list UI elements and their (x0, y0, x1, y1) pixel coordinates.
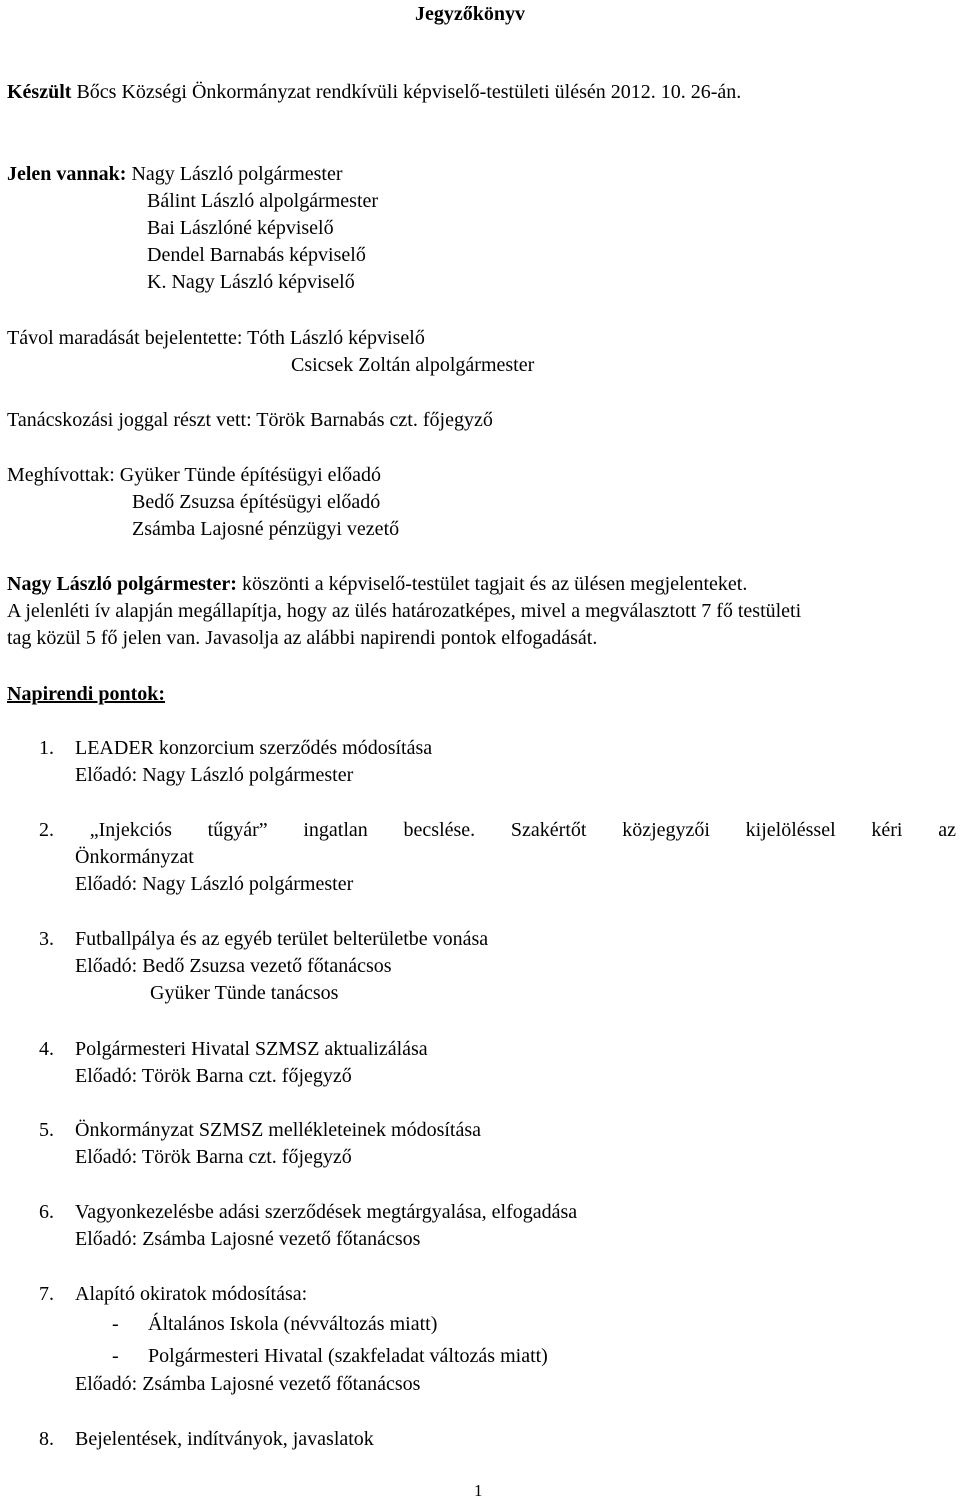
advisory-line (7, 408, 493, 432)
agenda-word: becslése. (403, 819, 476, 841)
agenda-heading: Napirendi pontok: (7, 683, 166, 705)
present-name: Bai Lászlóné képviselő (147, 217, 334, 239)
agenda-item-title: Alapító okiratok módosítása: (75, 1283, 308, 1305)
agenda-item-title: Önkormányzat SZMSZ mellékleteinek módosítása (75, 1119, 482, 1141)
mayor-speech-line-3: tag közül 5 fő jelen van. Javasolja az alábbi napirendi pontok elfogadását. (7, 627, 598, 649)
advisory-name: Török Barnabás czt. főjegyző (256, 409, 493, 431)
agenda-item-presenter: Előadó: Zsámba Lajosné vezető főtanácsos (75, 1373, 421, 1395)
agenda-subitem: Polgármesteri Hivatal (szakfeladat változás miatt) (148, 1345, 548, 1367)
present-name: K. Nagy László képviselő (147, 271, 355, 293)
advisory-label: Tanácskozási joggal részt vett: (7, 409, 252, 431)
bullet-dash: - (112, 1345, 119, 1367)
intro-label: Készült (7, 81, 72, 103)
absent-label: Távol maradását bejelentette: (7, 327, 243, 349)
agenda-word: „Injekciós (89, 819, 172, 841)
agenda-item-2-first-line (39, 818, 956, 842)
bullet-dash: - (112, 1313, 119, 1335)
agenda-item-presenter: Gyüker Tünde tanácsos (150, 982, 339, 1004)
agenda-item-number: 7. (39, 1283, 54, 1305)
agenda-item-number: 6. (39, 1201, 54, 1223)
agenda-word: kéri (871, 819, 903, 841)
agenda-item-title: LEADER konzorcium szerződés módosítása (75, 737, 433, 759)
present-label: Jelen vannak: (7, 163, 127, 185)
agenda-item-title: Bejelentések, indítványok, javaslatok (75, 1428, 374, 1450)
absent-name: Tóth László képviselő (247, 327, 425, 349)
invited-line (7, 463, 381, 487)
absent-name: Csicsek Zoltán alpolgármester (291, 354, 535, 376)
mayor-speech-line-1 (7, 572, 747, 596)
agenda-word: tűgyár” (207, 819, 268, 841)
agenda-word: közjegyzői (622, 819, 710, 841)
agenda-subitem: Általános Iskola (névváltozás miatt) (148, 1313, 438, 1335)
agenda-item-presenter: Előadó: Nagy László polgármester (75, 764, 354, 786)
page-number: 1 (474, 1481, 483, 1500)
agenda-item-number: 3. (39, 928, 54, 950)
agenda-item-presenter: Előadó: Nagy László polgármester (75, 873, 354, 895)
mayor-speech-speaker: Nagy László polgármester: (7, 573, 237, 595)
agenda-item-number: 5. (39, 1119, 54, 1141)
agenda-word: az (938, 819, 956, 841)
agenda-word: ingatlan (303, 819, 368, 841)
invited-name: Zsámba Lajosné pénzügyi vezető (132, 518, 400, 540)
agenda-item-title: Futballpálya és az egyéb terület belterületbe vonása (75, 928, 489, 950)
agenda-item-number: 1. (39, 737, 54, 759)
document-title: Jegyzőkönyv (415, 3, 525, 25)
present-name: Nagy László polgármester (131, 163, 343, 185)
agenda-word: Szakértőt (510, 819, 587, 841)
intro-line (7, 80, 741, 104)
present-name: Dendel Barnabás képviselő (147, 244, 366, 266)
agenda-item-presenter: Előadó: Török Barna czt. főjegyző (75, 1146, 352, 1168)
agenda-item-presenter: Előadó: Bedő Zsuzsa vezető főtanácsos (75, 955, 392, 977)
agenda-word: kijelöléssel (745, 819, 836, 841)
present-line (7, 162, 343, 186)
agenda-item-title: Polgármesteri Hivatal SZMSZ aktualizálása (75, 1038, 428, 1060)
agenda-item-title-continued: Önkormányzat (75, 846, 194, 868)
absent-line (7, 326, 425, 350)
invited-name: Gyüker Tünde építésügyi előadó (119, 464, 381, 486)
mayor-speech-text: köszönti a képviselő-testület tagjait és az ülésen megjelenteket. (241, 573, 748, 595)
agenda-item-title: Vagyonkezelésbe adási szerződések megtárgyalása, elfogadása (75, 1201, 578, 1223)
mayor-speech-line-2: A jelenléti ív alapján megállapítja, hogy az ülés határozatképes, mivel a megválasztott 7 fő testületi (7, 600, 802, 622)
agenda-item-number: 2. (39, 819, 54, 841)
agenda-item-presenter: Előadó: Török Barna czt. főjegyző (75, 1065, 352, 1087)
present-name: Bálint László alpolgármester (147, 190, 379, 212)
invited-label: Meghívottak: (7, 464, 115, 486)
agenda-item-number: 4. (39, 1038, 54, 1060)
agenda-item-presenter: Előadó: Zsámba Lajosné vezető főtanácsos (75, 1228, 421, 1250)
intro-text: Bőcs Községi Önkormányzat rendkívüli képviselő-testületi ülésén 2012. 10. 26-án. (76, 81, 742, 103)
agenda-item-number: 8. (39, 1428, 54, 1450)
invited-name: Bedő Zsuzsa építésügyi előadó (132, 491, 381, 513)
